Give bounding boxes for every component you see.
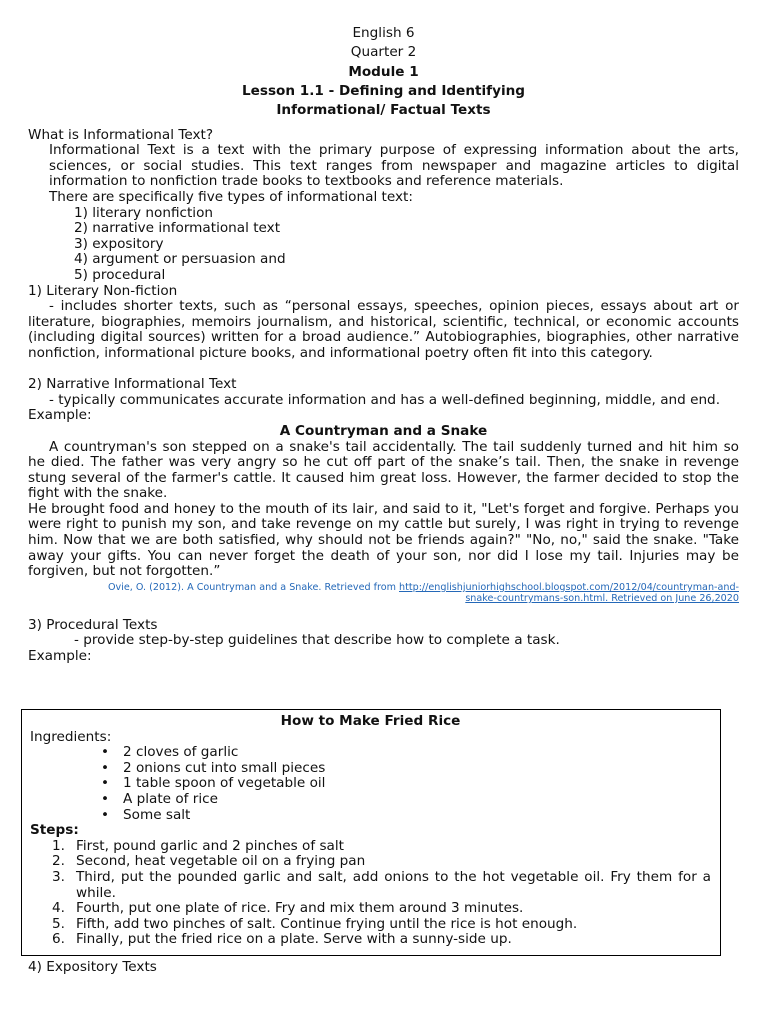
citation-link-continued[interactable]: snake-countrymans-son.html. Retrieved on June 26,2020	[465, 592, 739, 604]
step-item	[52, 900, 711, 917]
expository-heading: 4) Expository Texts	[28, 959, 157, 975]
step-number: 1.	[52, 837, 65, 854]
ingredient-item: • 2 cloves of garlic	[123, 745, 711, 761]
step-item	[52, 915, 711, 933]
type-item-4: 4) argument or persuasion and	[74, 251, 286, 268]
ingredient-item: • A plate of rice	[123, 792, 711, 808]
recipe-title: How to Make Fried Rice	[280, 713, 461, 729]
ingredient-item: • 2 onions cut into small pieces	[123, 761, 711, 777]
procedural-heading: 3) Procedural Texts	[28, 616, 158, 633]
step-text: Finally, put the fried rice on a plate. Serve with a sunny-side up.	[76, 931, 512, 948]
module-title: Module 1	[348, 63, 419, 80]
story-paragraph-2: He brought food and honey to the mouth of its lair, and said to it, "Let's forget and forgive. Perhaps you were right to punish my son, and take revenge on my cattle but surely, I was right in trying to revenge him. Now that we are both satisfied, why should not be friends again?" "No, no," said the snake. "Take away your gifts. You can never forget the death of your son, nor did I lose my tail. Injuries may be forgiven, but not forgotten.”	[28, 500, 739, 580]
steps-list	[30, 839, 711, 948]
step-number: 5.	[52, 915, 65, 932]
step-number: 4.	[52, 900, 65, 917]
step-text: Second, heat vegetable oil on a frying pan	[76, 853, 366, 870]
ingredients-list	[30, 745, 711, 823]
intro-definition: Informational Text is a text with the primary purpose of expressing information about the arts, sciences, or social studies. This text ranges from newspaper and magazine articles to digital information to nonfiction trade books to textbooks and reference materials.	[49, 142, 739, 190]
step-item	[52, 853, 711, 870]
step-text: First, pound garlic and 2 pinches of salt	[76, 837, 344, 854]
narrative-example-label: Example:	[28, 407, 92, 424]
procedural-example-label: Example:	[28, 648, 92, 665]
lesson-title-line1: Lesson 1.1 - Defining and Identifying	[241, 83, 526, 100]
steps-label: Steps:	[30, 822, 79, 839]
narrative-body: - typically communicates accurate information and has a well-defined beginning, middle, and end.	[49, 391, 721, 408]
story-paragraph-1: A countryman's son stepped on a snake's tail accidentally. The tail suddenly turned and hit him so he died. The father was very angry so he cut off part of the snake’s tail. Then, the snake in revenge stung several of the farmer's cattle. It caused him great loss. However, the farmer decided to stop the fight with the snake.	[28, 438, 739, 502]
step-item	[52, 837, 711, 855]
ingredients-label: Ingredients:	[30, 728, 112, 745]
step-number: 3.	[52, 868, 65, 885]
intro-question: What is Informational Text?	[28, 126, 214, 143]
step-number: 2.	[52, 853, 65, 870]
citation-text: Ovie, O. (2012). A Countryman and a Snake. Retrieved from	[107, 581, 399, 593]
ingredient-item: • Some salt	[123, 808, 711, 824]
procedural-body: - provide step-by-step guidelines that describe how to complete a task.	[74, 632, 560, 649]
subject-title: English 6	[352, 25, 415, 41]
step-text: Fifth, add two pinches of salt. Continue frying until the rice is hot enough.	[76, 915, 578, 932]
recipe-box	[21, 709, 721, 956]
ingredient-item: • 1 table spoon of vegetable oil	[123, 776, 711, 792]
literary-heading: 1) Literary Non-fiction	[28, 282, 178, 299]
document-page	[28, 24, 739, 665]
narrative-heading: 2) Narrative Informational Text	[28, 376, 237, 393]
step-text: Third, put the pounded garlic and salt, add onions to the hot vegetable oil. Fry them for a while.	[76, 868, 711, 901]
step-number: 6.	[52, 931, 65, 948]
step-text: Fourth, put one plate of rice. Fry and mix them around 3 minutes.	[76, 900, 524, 917]
step-item	[52, 868, 711, 901]
story-citation	[28, 582, 739, 604]
literary-body: - includes shorter texts, such as “personal essays, speeches, opinion pieces, essays about art or literature, biographies, memoirs journalism, and historical, scientific, technical, or economic accounts (including digital sources) written for a broad audience.” Autobiographies, biographies, other narrative nonfiction, informational picture books, and informational poetry often fit into this category.	[28, 298, 739, 361]
types-lead: There are specifically five types of informational text:	[49, 189, 413, 205]
citation-link[interactable]: http://englishjuniorhighschool.blogspot.com/2012/04/countryman-and-	[399, 581, 739, 593]
type-item-2: 2) narrative informational text	[74, 220, 281, 237]
step-item	[52, 931, 711, 948]
quarter-title: Quarter 2	[350, 44, 417, 61]
type-item-5: 5) procedural	[74, 266, 166, 283]
lesson-title-line2: Informational/ Factual Texts	[276, 101, 491, 118]
story-title: A Countryman and a Snake	[279, 422, 488, 439]
type-item-3: 3) expository	[74, 235, 164, 252]
type-item-1: 1) literary nonfiction	[74, 204, 214, 221]
